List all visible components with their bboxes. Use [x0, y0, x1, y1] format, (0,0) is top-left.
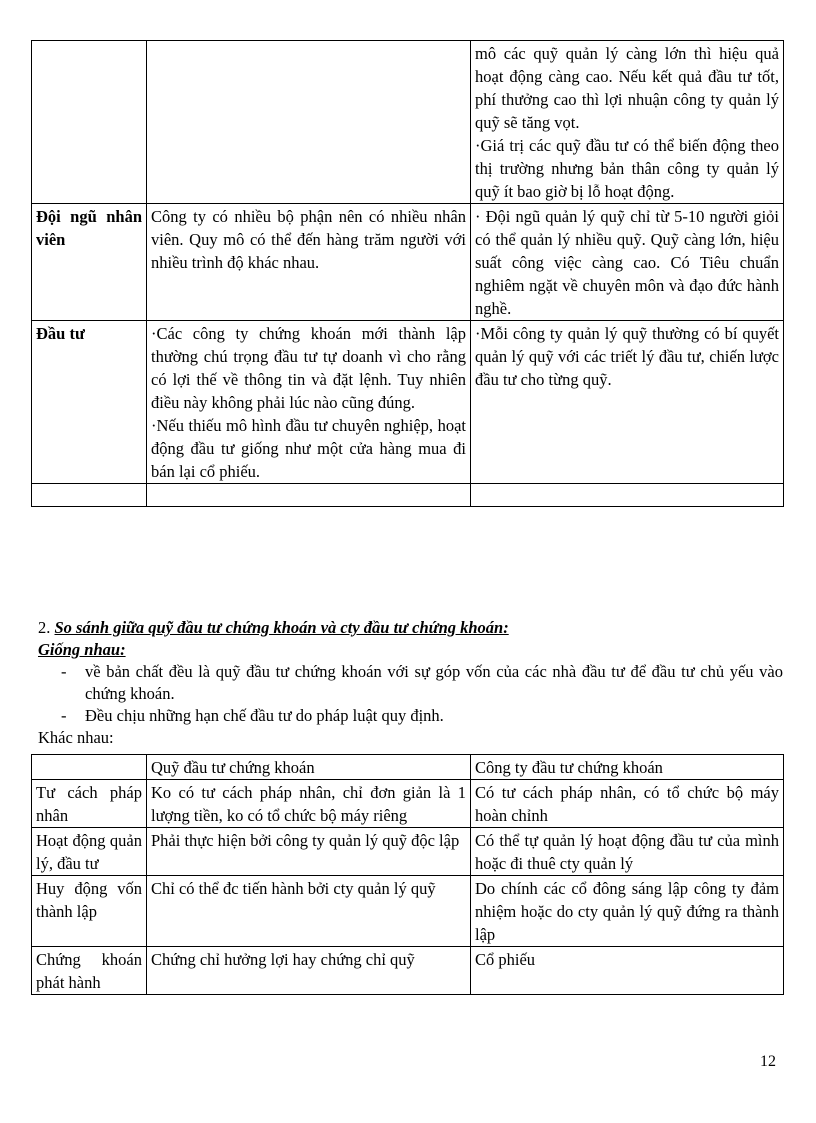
row-label: Hoạt động quản lý, đầu tư	[32, 828, 147, 876]
fund-cell: Chứng chỉ hưởng lợi hay chứng chỉ quỹ	[147, 947, 471, 995]
securities-company-cell	[147, 204, 471, 321]
securities-company-cell	[147, 321, 471, 484]
company-cell: Cổ phiếu	[471, 947, 784, 995]
bullet-dash: -	[61, 706, 67, 725]
header-cell: Quỹ đầu tư chứng khoán	[147, 755, 471, 780]
securities-company-cell	[147, 41, 471, 204]
table-row	[32, 876, 784, 947]
fund-cell: Chỉ có thể đc tiến hành bởi cty quản lý quỹ	[147, 876, 471, 947]
table-row	[32, 780, 784, 828]
cell-paragraph: ·Các công ty chứng khoán mới thành lập thường chú trọng đầu tư tự doanh vì cho rằng có lợi thế về thông tin và đặt lệnh. Tuy nhiên điều này không phải lúc nào cũng đúng.	[151, 324, 466, 412]
cell-paragraph: ·Nếu thiếu mô hình đầu tư chuyên nghiệp, hoạt động đầu tư giống như một cửa hàng mua đi bán lại cổ phiếu.	[151, 416, 466, 481]
table-row	[32, 41, 784, 204]
cell-paragraph: ·Mỗi công ty quản lý quỹ thường có bí quyết quản lý quỹ với các triết lý đầu tư, chiến lược đầu tư cho từng quỹ.	[475, 324, 779, 389]
row-label: Đầu tư	[32, 321, 147, 484]
fund-cell: Phải thực hiện bởi công ty quản lý quỹ độc lập	[147, 828, 471, 876]
empty-cell	[471, 484, 784, 507]
row-label: Huy động vốn thành lập	[32, 876, 147, 947]
page-number: 12	[760, 1053, 776, 1070]
company-cell: Có thể tự quản lý hoạt động đầu tư của mình hoặc đi thuê cty quản lý	[471, 828, 784, 876]
row-label: Tư cách pháp nhân	[32, 780, 147, 828]
list-item: - Đều chịu những hạn chế đầu tư do pháp luật quy định.	[61, 706, 444, 725]
comparison-table-continued	[31, 40, 784, 507]
company-cell: Có tư cách pháp nhân, có tổ chức bộ máy hoàn chỉnh	[471, 780, 784, 828]
similarities-list	[38, 661, 783, 727]
empty-cell	[147, 484, 471, 507]
section-number: 2.	[38, 618, 51, 637]
company-cell: Do chính các cổ đông sáng lập công ty đảm nhiệm hoặc do cty quản lý quỹ đứng ra thành lập	[471, 876, 784, 947]
cell-paragraph: · Đội ngũ quản lý quỹ chỉ từ 5-10 người giỏi có thể quản lý nhiều quỹ. Quỹ càng lớn, hiệu suất công việc càng cao. Có Tiêu chuẩn nghiêm ngặt về chuyên môn và đạo đức hành nghề.	[475, 207, 779, 318]
fund-management-cell	[471, 204, 784, 321]
section-2	[38, 617, 783, 749]
differences-table	[31, 754, 784, 995]
section-heading	[38, 617, 783, 639]
fund-management-cell	[471, 41, 784, 204]
header-cell	[32, 755, 147, 780]
cell-paragraph: mô các quỹ quản lý càng lớn thì hiệu quả hoạt động càng cao. Nếu kết quả đầu tư tốt, phí thưởng cao thì lợi nhuận công ty quản lý quỹ sẽ tăng vọt.	[475, 44, 779, 132]
table-row	[32, 947, 784, 995]
differences-label: Khác nhau:	[38, 728, 114, 747]
table-row-empty	[32, 484, 784, 507]
section-title: So sánh giữa quỹ đầu tư chứng khoán và cty đầu tư chứng khoán:	[54, 618, 509, 637]
cell-paragraph: Công ty có nhiều bộ phận nên có nhiều nhân viên. Quy mô có thể đến hàng trăm người với nhiều trình độ khác nhau.	[151, 207, 466, 272]
list-item: - về bản chất đều là quỹ đầu tư chứng khoán với sự góp vốn của các nhà đầu tư để đầu tư chủ yếu vào chứng khoán.	[61, 662, 783, 703]
table-header-row	[32, 755, 784, 780]
table-row	[32, 204, 784, 321]
empty-cell	[32, 484, 147, 507]
fund-cell: Ko có tư cách pháp nhân, chỉ đơn giản là 1 lượng tiền, ko có tổ chức bộ máy riêng	[147, 780, 471, 828]
row-label: Đội ngũ nhân viên	[32, 204, 147, 321]
cell-paragraph: ·Giá trị các quỹ đầu tư có thể biến động theo thị trường nhưng bản thân công ty quản lý quỹ ít bao giờ bị lỗ hoạt động.	[475, 136, 779, 201]
header-cell: Công ty đầu tư chứng khoán	[471, 755, 784, 780]
bullet-dash: -	[61, 662, 67, 681]
row-label	[32, 41, 147, 204]
table-row	[32, 321, 784, 484]
table-row	[32, 828, 784, 876]
fund-management-cell	[471, 321, 784, 484]
row-label: Chứng khoán phát hành	[32, 947, 147, 995]
similarities-heading: Giống nhau:	[38, 640, 126, 659]
